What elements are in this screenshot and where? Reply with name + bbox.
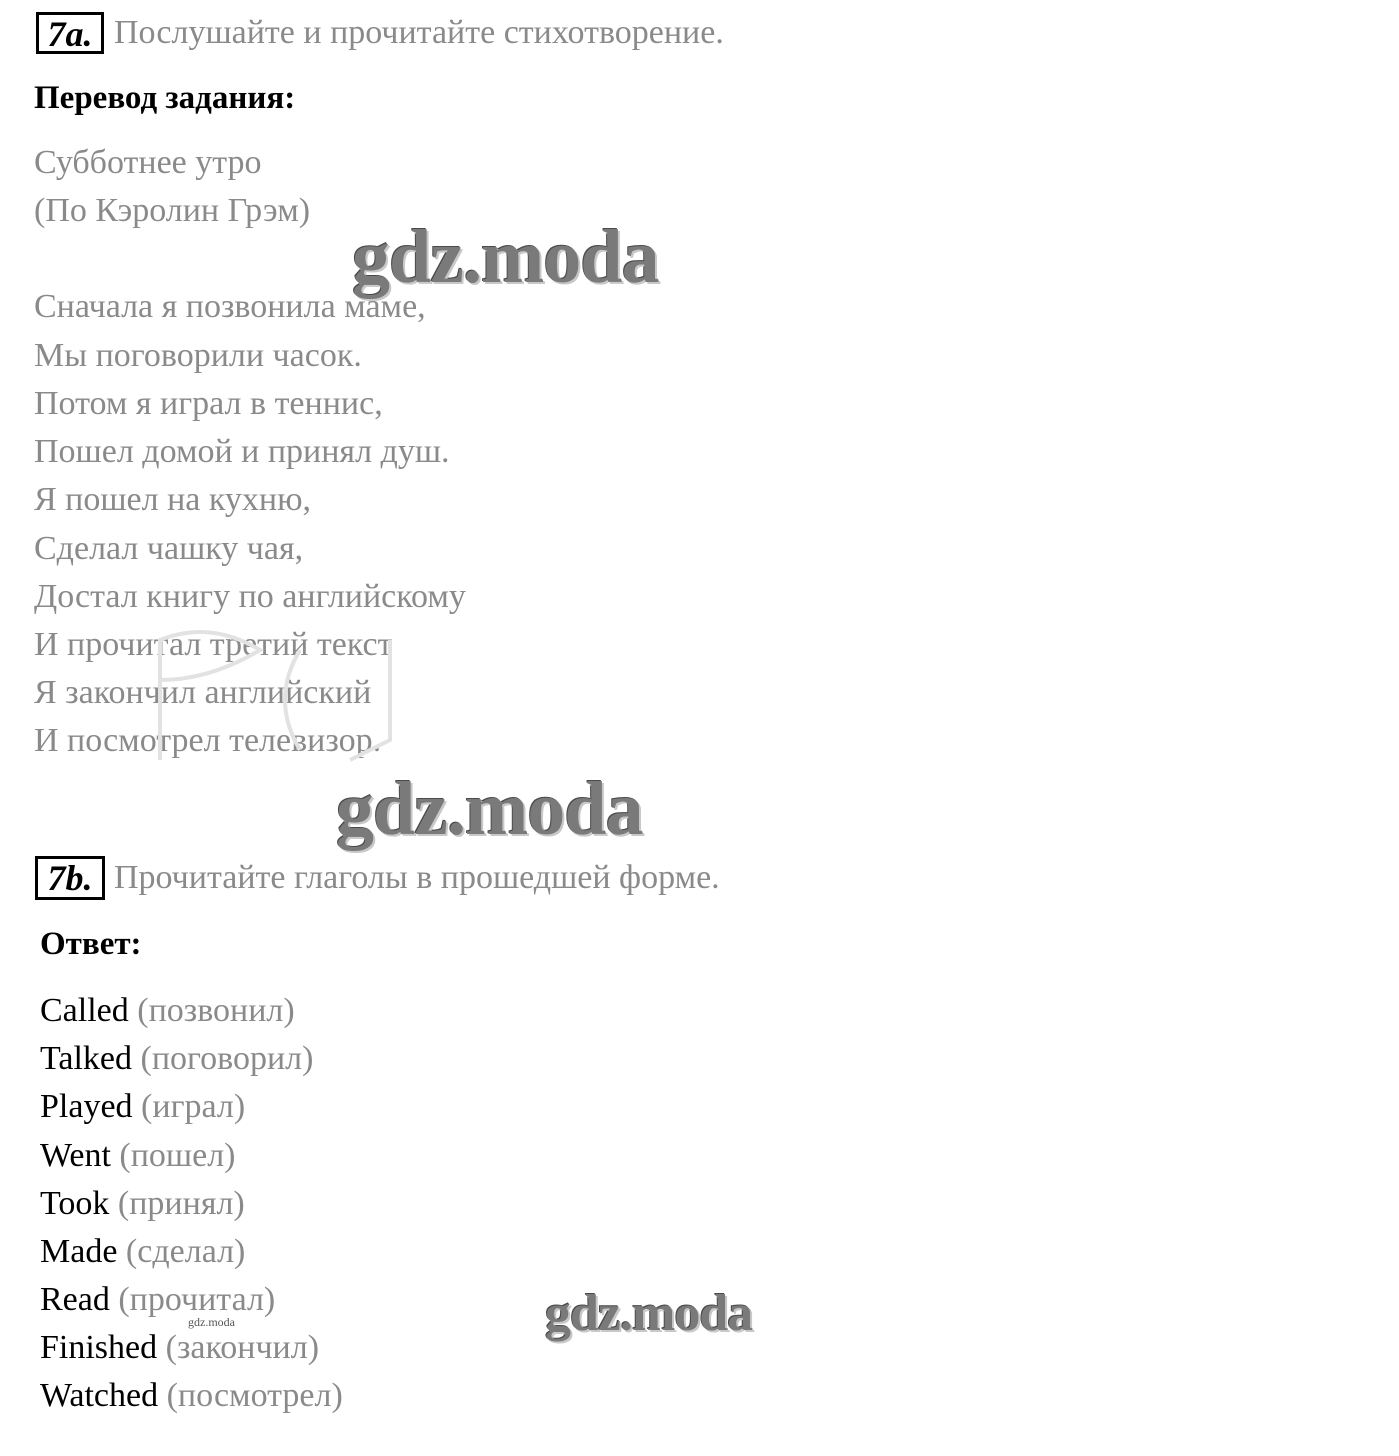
task-7b-number: 7 xyxy=(47,858,66,898)
answer-item xyxy=(40,1088,245,1126)
task-7a-letter: a xyxy=(65,14,84,54)
answer-item xyxy=(40,1281,275,1319)
poem-line: Сначала я позвонила маме, xyxy=(34,288,426,325)
answer-ru: (сделал) xyxy=(125,1233,246,1270)
poem-line: И прочитал третий текст xyxy=(34,626,393,663)
task-7b-dot: . xyxy=(83,858,93,898)
answer-ru: (пошел) xyxy=(119,1137,236,1174)
poem-author: (По Кэролин Грэм) xyxy=(34,192,311,229)
task-7b-instruction: Прочитайте глаголы в прошедшей форме. xyxy=(114,859,720,896)
task-7b-badge xyxy=(35,856,105,900)
poem-line: Достал книгу по английскому xyxy=(34,578,466,615)
answer-item xyxy=(40,1137,235,1175)
answer-item xyxy=(40,1233,245,1271)
answer-item xyxy=(40,1377,343,1415)
poem-title: Субботнее утро xyxy=(34,144,262,181)
translation-heading: Перевод задания: xyxy=(34,80,296,116)
answer-ru: (посмотрел) xyxy=(166,1377,343,1414)
answer-en: Played xyxy=(40,1088,133,1125)
poem-line: И посмотрел телевизор. xyxy=(34,722,382,759)
poem-line: Потом я играл в теннис, xyxy=(34,385,383,422)
answer-ru: (поговорил) xyxy=(140,1040,314,1077)
task-7a-number: 7 xyxy=(47,14,66,54)
watermark-logo: gdz.moda xyxy=(545,1285,753,1342)
task-7a-dot: . xyxy=(83,14,93,54)
poem-line: Пошел домой и принял душ. xyxy=(34,433,450,470)
answer-en: Watched xyxy=(40,1377,159,1414)
answer-en: Finished xyxy=(40,1329,158,1366)
faint-stamp-mark xyxy=(150,620,450,770)
answer-ru: (играл) xyxy=(141,1088,246,1125)
answer-ru: (прочитал) xyxy=(118,1281,276,1318)
answer-en: Called xyxy=(40,992,129,1029)
poem-line: Я закончил английский xyxy=(34,674,372,711)
answer-item xyxy=(40,1329,319,1367)
answer-en: Talked xyxy=(40,1040,133,1077)
answer-en: Made xyxy=(40,1233,118,1270)
watermark-small: gdz.moda xyxy=(188,1315,235,1329)
task-7b-letter: b xyxy=(65,858,84,898)
answer-en: Went xyxy=(40,1137,111,1174)
watermark-logo: gdz.moda xyxy=(352,215,659,299)
answer-heading: Ответ: xyxy=(40,926,142,962)
answer-ru: (закончил) xyxy=(165,1329,320,1366)
answer-ru: (позвонил) xyxy=(137,992,295,1029)
poem-line: Мы поговорили часок. xyxy=(34,337,362,374)
poem-line: Сделал чашку чая, xyxy=(34,530,304,567)
answer-ru: (принял) xyxy=(117,1185,245,1222)
answer-item xyxy=(40,1185,245,1223)
answer-en: Read xyxy=(40,1281,110,1318)
answer-item xyxy=(40,992,295,1030)
answer-item xyxy=(40,1040,313,1078)
poem-line: Я пошел на кухню, xyxy=(34,481,312,518)
answer-en: Took xyxy=(40,1185,110,1222)
task-7a-instruction: Послушайте и прочитайте стихотворение. xyxy=(114,14,724,51)
watermark-logo: gdz.moda xyxy=(336,767,643,851)
task-7a-badge xyxy=(36,12,104,54)
